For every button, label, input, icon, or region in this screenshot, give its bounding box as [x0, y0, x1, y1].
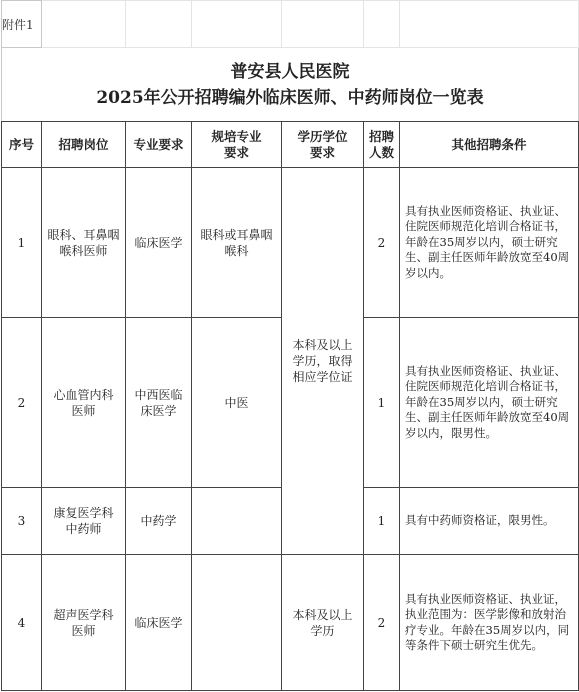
cell-education-merged: 本科及以上学历，取得相应学位证 [282, 168, 364, 555]
cell-major: 临床医学 [126, 555, 192, 691]
cell-post: 超声医学科医师 [42, 555, 126, 691]
cell-conditions: 具有中药师资格证，限男性。 [400, 488, 579, 555]
header-count [364, 122, 400, 168]
table-header-row [2, 122, 579, 168]
cell-count: 2 [364, 555, 400, 691]
header-training [192, 122, 282, 168]
empty-cell [400, 1, 579, 48]
empty-cell [42, 1, 126, 48]
header-post: 招聘岗位 [42, 122, 126, 168]
cell-post: 眼科、耳鼻咽喉科医师 [42, 168, 126, 318]
cell-major: 临床医学 [126, 168, 192, 318]
empty-cell [282, 1, 364, 48]
header-training-line-2: 要求 [223, 144, 249, 160]
cell-count: 1 [364, 488, 400, 555]
empty-cell [192, 1, 282, 48]
header-count-line-2: 人数 [368, 144, 394, 160]
empty-cell [364, 1, 400, 48]
header-count-line-1: 招聘 [368, 128, 394, 144]
cell-conditions: 具有执业医师资格证、执业证，执业范围为：医学影像和放射治疗专业。年龄在35周岁以内，同等条件下硕士研究生优先。 [400, 555, 579, 691]
cell-training [192, 488, 282, 555]
cell-post: 康复医学科中药师 [42, 488, 126, 555]
cell-education: 本科及以上学历 [282, 555, 364, 691]
table-row [2, 555, 579, 691]
header-seq: 序号 [2, 122, 42, 168]
cell-seq: 1 [2, 168, 42, 318]
cell-training: 眼科或耳鼻咽喉科 [192, 168, 282, 318]
cell-conditions: 具有执业医师资格证、执业证、住院医师规范化培训合格证书，年龄在35周岁以内，硕士研究生、副主任医师年龄放宽至40周岁以内。 [400, 168, 579, 318]
header-education-line-2: 要求 [309, 144, 335, 160]
cell-seq: 3 [2, 488, 42, 555]
empty-cell [126, 1, 192, 48]
header-major: 专业要求 [126, 122, 192, 168]
cell-training: 中医 [192, 318, 282, 488]
cell-major: 中药学 [126, 488, 192, 555]
cell-training [192, 555, 282, 691]
title-line-2: 2025年公开招聘编外临床医师、中药师岗位一览表 [96, 87, 484, 108]
title-line-1: 普安县人民医院 [230, 61, 350, 82]
cell-conditions: 具有执业医师资格证、执业证、住院医师规范化培训合格证书，年龄在35周岁以内，硕士研究生、副主任医师年龄放宽至40周岁以内，限男性。 [400, 318, 579, 488]
attachment-label: 附件1 [2, 1, 42, 48]
header-training-line-1: 规培专业 [211, 128, 262, 144]
header-education-line-1: 学历学位 [297, 128, 348, 144]
header-conditions: 其他招聘条件 [400, 122, 579, 168]
table-row [2, 168, 579, 318]
cell-post: 心血管内科医师 [42, 318, 126, 488]
cell-count: 2 [364, 168, 400, 318]
header-education [282, 122, 364, 168]
recruitment-table [1, 0, 579, 691]
cell-seq: 4 [2, 555, 42, 691]
page-title [2, 48, 579, 122]
cell-seq: 2 [2, 318, 42, 488]
cell-major: 中西医临床医学 [126, 318, 192, 488]
cell-count: 1 [364, 318, 400, 488]
